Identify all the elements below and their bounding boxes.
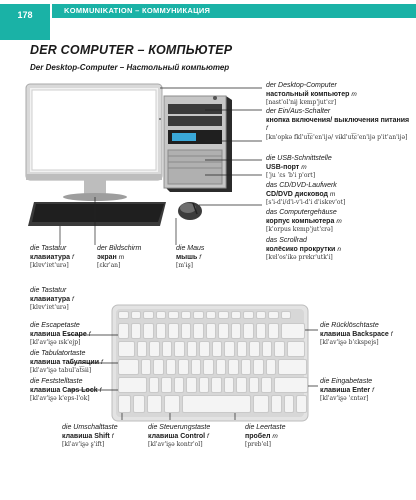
keyboard-key [287, 341, 306, 357]
label-ru: клавиша табуляции [30, 358, 100, 366]
keyboard-key [274, 377, 309, 393]
keyboard-key [203, 359, 214, 375]
label-de: die Umschalttaste [62, 424, 118, 431]
keyboard-key [256, 311, 267, 319]
keyboard-key [271, 395, 282, 413]
keyboard-key [153, 359, 164, 375]
label-ru: клавиатура [30, 295, 71, 303]
keyboard-key [218, 311, 229, 319]
keyboard-key [187, 341, 198, 357]
keyboard-image [28, 202, 166, 226]
keyboard-key [186, 377, 197, 393]
keyboard-key [216, 359, 227, 375]
label-ipa: [nast'ol'nɨj kɐmp'jut'ɛr] [266, 99, 337, 107]
label-gender: f [372, 386, 374, 394]
label-mouse [176, 245, 236, 271]
label-ru: клавиша Shift [62, 432, 110, 440]
page-number: 178 [0, 4, 50, 40]
keyboard-key [118, 341, 135, 357]
mouse-image [178, 202, 202, 220]
keyboard-key [143, 323, 154, 339]
label-backspace-key [320, 322, 412, 348]
keyboard-key [156, 311, 167, 319]
label-monitor [97, 245, 169, 271]
label-gender: m [351, 90, 357, 98]
keyboard-key [174, 377, 185, 393]
keyboard-key [149, 377, 160, 393]
keyboard-key [253, 359, 264, 375]
label-ru: клавиатура [30, 253, 71, 261]
keyboard-key [249, 341, 260, 357]
keyboard-key [182, 395, 251, 413]
label-power-switch [266, 108, 411, 142]
keyboard-key [281, 311, 292, 319]
keyboard-key [218, 323, 229, 339]
label-desktop-computer [266, 82, 411, 108]
keyboard-key [274, 341, 285, 357]
label-gender: f [71, 253, 74, 261]
keyboard-key [243, 311, 254, 319]
label-shift-key [62, 424, 144, 450]
label-ipa: [ɛkr'an] [97, 262, 121, 270]
keyboard-key [236, 377, 247, 393]
keyboard-key [118, 377, 147, 393]
keyboard-key [168, 311, 179, 319]
keyboard-key [296, 395, 307, 413]
keyboard-key [133, 395, 146, 413]
keyboard-key [266, 359, 277, 375]
label-ipa: [k'orpus kɐmp'jut'ɛrə] [266, 226, 333, 234]
label-ru: экран [97, 253, 117, 261]
keyboard-key [156, 323, 167, 339]
keyboard-key [131, 323, 142, 339]
keyboard-key [253, 395, 270, 413]
label-de: das Scrollrad [266, 237, 307, 244]
label-ipa: [kl'av'iʂə kontr'ol] [148, 441, 203, 449]
label-ipa: [kl'av'iʂə b'ɛkspejs] [320, 339, 379, 347]
label-de: die Rücklöschtaste [320, 322, 379, 329]
label-gender: f [99, 386, 102, 394]
keyboard-key [199, 341, 210, 357]
label-de: die Eingabetaste [320, 378, 373, 385]
keyboard-key [268, 311, 279, 319]
keyboard-key [206, 311, 217, 319]
keyboard-key [256, 323, 267, 339]
label-ru: клавиша Caps Lock [30, 386, 98, 394]
label-ru: кнопка включения/ выключения питания [266, 116, 410, 124]
keyboard-key [141, 359, 152, 375]
keyboard-key [181, 311, 192, 319]
keyboard-key [174, 341, 185, 357]
keyboard-key [206, 323, 217, 339]
label-ru: клавиша Control [148, 432, 206, 440]
keyboard-key [241, 359, 252, 375]
label-ru: клавиша Escape [30, 330, 87, 338]
label-de: die Tabulatortaste [30, 350, 86, 357]
keyboard-key [224, 377, 235, 393]
label-de: die Feststelltaste [30, 378, 83, 385]
label-ipa: [kɐl'os'ikə prɐkr'utk'i] [266, 254, 333, 262]
label-ipa: [kl'av'iʂə tabul'at͡sɨi] [30, 367, 92, 375]
label-gender: f [207, 432, 209, 440]
label-de: das Computergehäuse [266, 209, 337, 216]
label-ru: мышь [176, 253, 198, 261]
label-gender: n [337, 245, 341, 253]
keyboard-key [118, 311, 129, 319]
label-ipa: [m'ɨʂ] [176, 262, 194, 270]
label-keyboard-2 [30, 287, 110, 313]
label-space-bar [245, 424, 315, 450]
label-ipa: [kl'av'iʂə ʂ'ift] [62, 441, 105, 449]
label-ru: корпус компьютера [266, 217, 335, 225]
label-de: der Bildschirm [97, 245, 142, 252]
label-ipa: [kl'av'iʂə k'eps-l'ok] [30, 395, 90, 403]
label-de: die Leertaste [245, 424, 286, 431]
keyboard-key [166, 359, 177, 375]
keyboard-key [212, 341, 223, 357]
label-gender: f [88, 330, 91, 338]
keyboard-key [178, 359, 189, 375]
keyboard-key [224, 341, 235, 357]
keyboard-key [181, 323, 192, 339]
label-de: die Tastatur [30, 287, 67, 294]
label-ipa: [kn'opkə fkl'ut͡ɕ'en'ijə/ vɨkl'ut͡ɕ'en'ijə p'it'an'ijə] [266, 133, 408, 141]
label-ru: USB-порт [266, 163, 300, 171]
label-cd-drive [266, 182, 411, 208]
keyboard-key [193, 311, 204, 319]
label-de: das CD/DVD-Laufwerk [266, 182, 337, 189]
label-de: die Steuerungstaste [148, 424, 211, 431]
label-ru: CD/DVD дисковод [266, 190, 328, 198]
keyboard-key [168, 323, 179, 339]
keyboard-key [281, 323, 306, 339]
keyboard-key [268, 323, 279, 339]
label-gender: f [71, 295, 74, 303]
label-enter-key [320, 378, 412, 404]
label-gender: m [301, 163, 307, 171]
keyboard-key [199, 377, 210, 393]
keyboard-key [243, 323, 254, 339]
label-de: der Ein/Aus-Schalter [266, 108, 331, 115]
keyboard-key [231, 311, 242, 319]
label-gender: f [390, 330, 393, 338]
label-ipa: [klɐv'iɐt'urə] [30, 304, 69, 312]
keyboard-key [262, 341, 273, 357]
label-gender: m [336, 217, 342, 225]
keyboard-key [149, 341, 160, 357]
label-ipa: [kl'av'iʂə ɪsk'ejp] [30, 339, 81, 347]
page-subtitle: Der Desktop-Computer – Настольный компьютер [30, 63, 230, 72]
keyboard-key [131, 311, 142, 319]
monitor-image [26, 84, 162, 201]
label-control-key [148, 424, 238, 450]
keyboard-key [284, 395, 295, 413]
label-ru: пробел [245, 432, 271, 440]
keyboard-key [147, 395, 162, 413]
keyboard-key [118, 359, 139, 375]
keyboard-key [137, 341, 148, 357]
label-ipa: [prɐb'el] [245, 441, 271, 449]
label-gender: f [111, 432, 114, 440]
label-scroll-wheel [266, 237, 411, 263]
label-ru: колёсико прокрутки [266, 245, 336, 253]
label-de: die Maus [176, 245, 205, 252]
keyboard-key [228, 359, 239, 375]
label-gender: m [329, 190, 336, 198]
computer-case-image [164, 96, 232, 192]
keyboard-key [231, 323, 242, 339]
label-de: die Tastatur [30, 245, 67, 252]
label-ipa: [ˈju ˈɛs ˈb'i p'ort] [266, 172, 316, 180]
section-title: KOMMUNIKATION – КОММУНИКАЦИЯ [52, 4, 416, 18]
label-ipa: [klɐv'iɐt'urə] [30, 262, 69, 270]
label-computer-case [266, 209, 411, 235]
label-de: die Escapetaste [30, 322, 80, 329]
keyboard-key [261, 377, 272, 393]
label-ru: клавиша Backspace [320, 330, 389, 338]
label-gender: m [118, 253, 125, 261]
keyboard-key [143, 311, 154, 319]
label-caps-lock-key [30, 378, 120, 404]
label-ru: клавиша Enter [320, 386, 371, 394]
label-ipa: [kl'av'iʂə 'ɛntər] [320, 395, 369, 403]
label-ru: настольный компьютер [266, 90, 350, 98]
label-tab-key [30, 350, 120, 376]
keyboard-key [162, 341, 173, 357]
label-ipa: [s'i-d'i/d'i-v'i-d'i d'iskɐv'ot] [266, 199, 346, 207]
keyboard-key [164, 395, 181, 413]
label-escape-key [30, 322, 120, 348]
keyboard-key [161, 377, 172, 393]
keyboard-keys [118, 311, 302, 415]
keyboard-key [278, 359, 307, 375]
keyboard-key [191, 359, 202, 375]
keyboard-key [237, 341, 248, 357]
page-title: DER COMPUTER – КОМПЬЮТЕР [30, 43, 233, 57]
keyboard-key [193, 323, 204, 339]
label-gender: f [100, 358, 103, 366]
label-de: der Desktop-Computer [266, 82, 337, 89]
label-gender: f [266, 125, 268, 133]
keyboard-key [211, 377, 222, 393]
keyboard-key [249, 377, 260, 393]
label-gender: m [272, 432, 278, 440]
label-usb [266, 155, 411, 181]
label-de: die USB-Schnittstelle [266, 155, 332, 162]
label-keyboard [30, 245, 94, 271]
label-gender: f [199, 253, 202, 261]
